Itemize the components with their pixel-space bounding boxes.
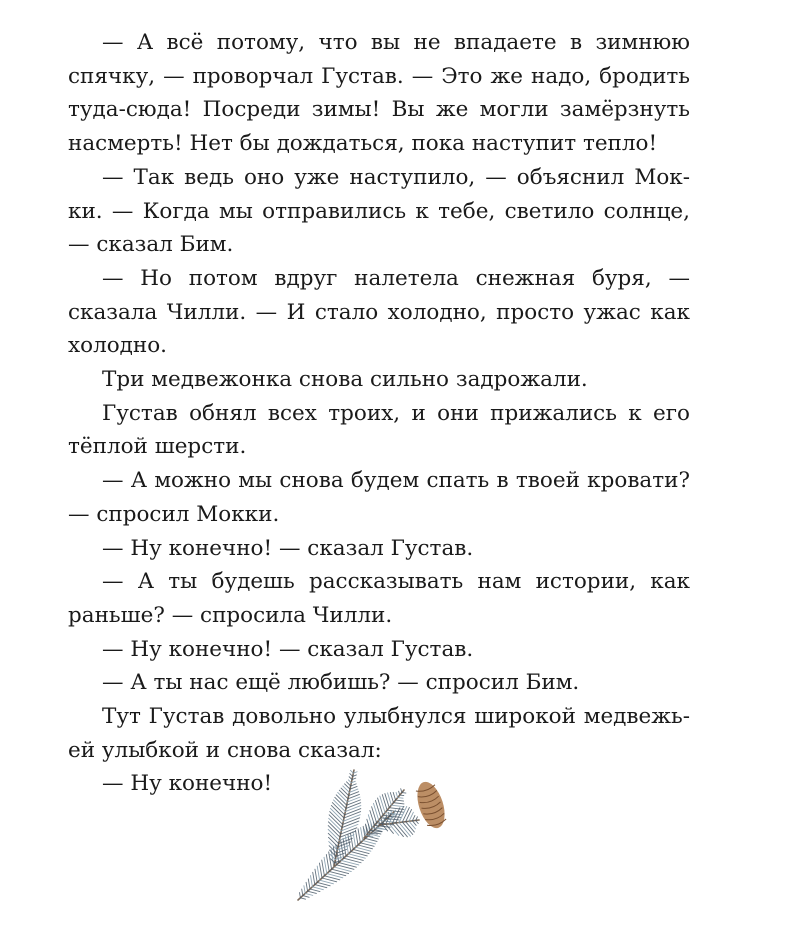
paragraph-6: — А можно мы снова будем спать в твоей кровати? — спросил Мокки. bbox=[68, 468, 690, 527]
paragraph-8: — А ты будешь рассказывать нам истории, как раньше? — спросила Чилли. bbox=[68, 569, 690, 628]
paragraph-12: — Ну конечно! bbox=[102, 771, 273, 797]
paragraph-11: Тут Густав довольно улыбнулся широкой медвежьей улыбкой и снова сказал: bbox=[68, 704, 690, 763]
paragraph-2: — Так ведь оно уже наступило, — объяснил Мокки. — Когда мы отправились к тебе, светило солнце, — сказал Бим. bbox=[68, 164, 690, 258]
paragraph-1: — А всё потому, что вы не впадаете в зимнюю спячку, — проворчал Густав. — Это же надо, бродить туда-сюда! Посреди зимы! Вы же могли замёрзнуть насмерть! Нет бы дождаться, пока наступит тепло! bbox=[68, 30, 690, 157]
paragraph-3: — Но потом вдруг налетела снежная буря, — сказала Чилли. — И стало холодно, просто ужас как холодно. bbox=[68, 265, 690, 359]
paragraph-5: Густав обнял всех троих, и они прижались к его тёплой шерсти. bbox=[68, 400, 690, 460]
paragraph-9: — Ну конечно! — сказал Густав. bbox=[102, 636, 474, 662]
pine-branch-with-cone-icon bbox=[284, 760, 474, 910]
paragraph-4: Три медвежонка снова сильно задрожали. bbox=[102, 367, 588, 393]
book-page bbox=[68, 26, 690, 801]
paragraph-7: — Ну конечно! — сказал Густав. bbox=[102, 535, 474, 561]
paragraph-10: — А ты нас ещё любишь? — спросил Бим. bbox=[102, 670, 580, 696]
